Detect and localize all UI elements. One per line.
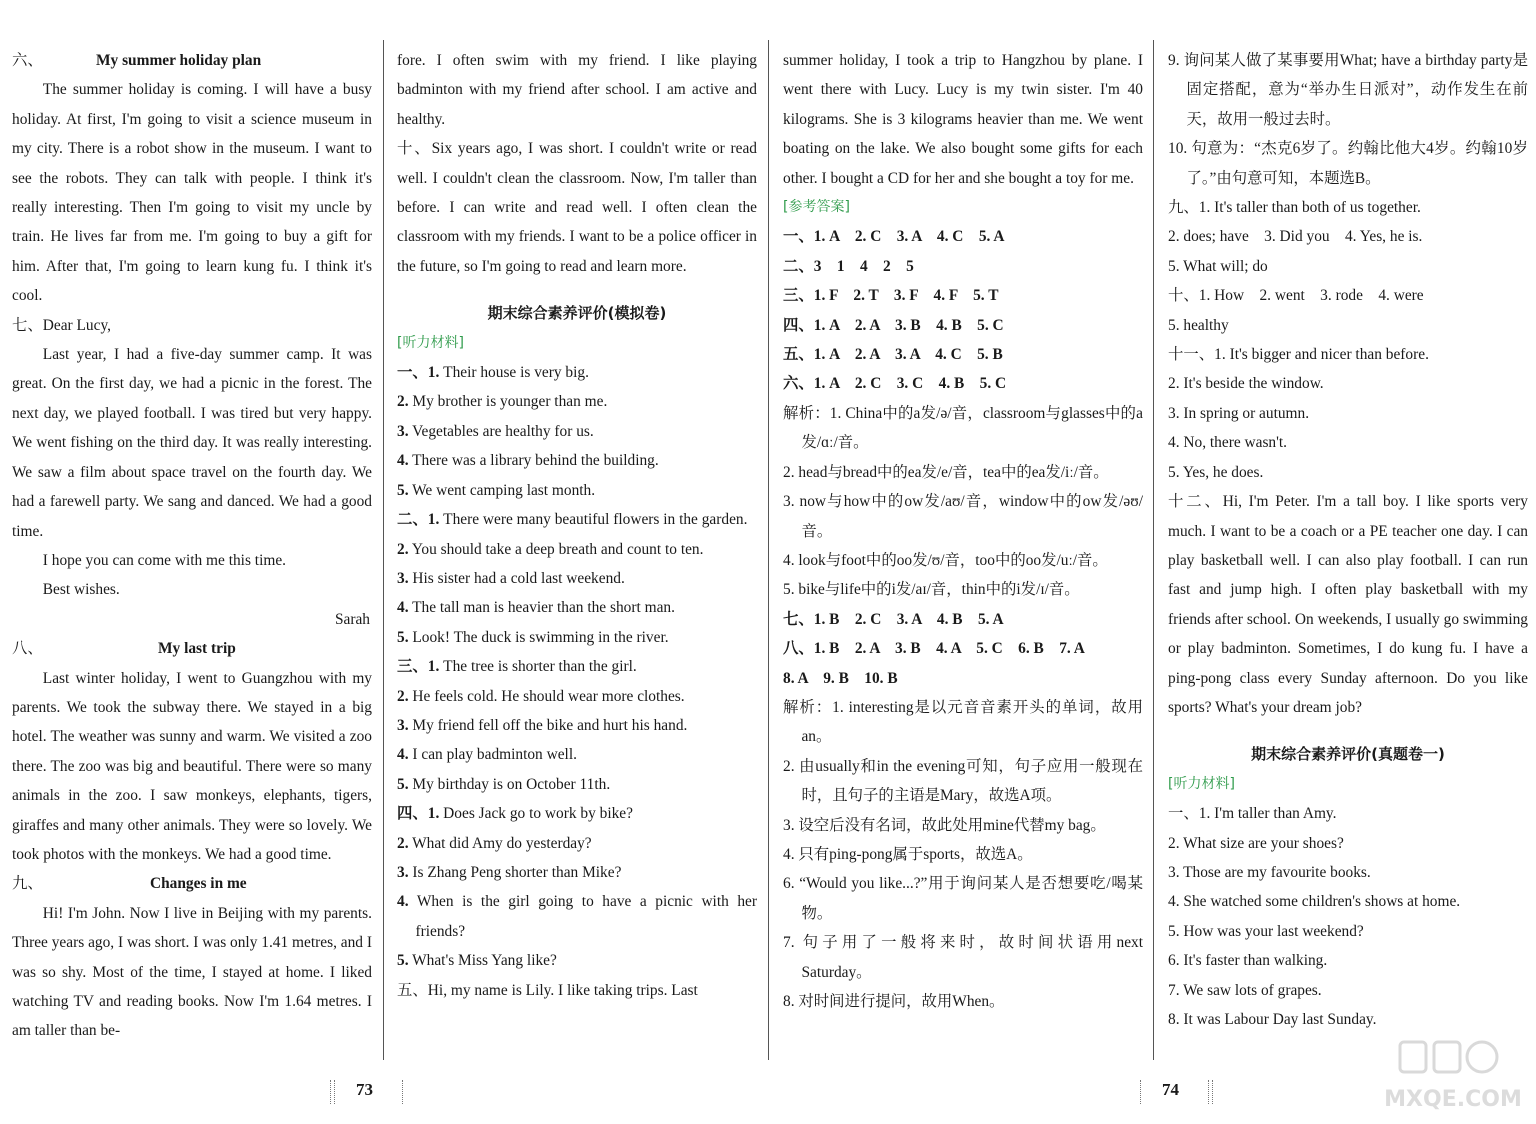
column-divider — [1153, 40, 1154, 1060]
answer-line: 八、1. B 2. A 3. B 4. A 5. C 6. B 7. A — [783, 640, 1085, 658]
page-number-left: 73 — [356, 1080, 373, 1099]
explanation-line: 解析：1. China中的a发/ə/音，classroom与glasses中的a发/ɑː/音。 — [783, 404, 1143, 452]
column-4 — [1168, 46, 1528, 1034]
explanation-line: 10. 句意为：“杰克6岁了。约翰比他大4岁。约翰10岁了。”由句意可知，本题选B。 — [1168, 140, 1528, 187]
section-9-body: Hi! I'm John. Now I live in Beijing with my parents. Three years ago, I was short. I was only 1.41 metres, and I was so shy. Most of the time, I stayed at home. I liked watching TV and reading books. Now I'm 1.64 metres. I am taller than be- — [12, 904, 372, 1040]
page-gutter — [768, 40, 769, 1060]
page-mark-left — [330, 1080, 335, 1104]
section-7-hope: I hope you can come with me this time. — [42, 551, 286, 569]
list-item: 二、1. There were many beautiful flowers in the garden. — [397, 511, 748, 529]
section-8-body: Last winter holiday, I went to Guangzhou with my parents. We took the subway there. We stayed in a big hotel. The weather was sunny and warm. We visited a zoo there. The zoo was big and beautiful. There were so many animals in the zoo. I saw monkeys, elephants, tigers, giraffes and many other animals. They were so lovely. We took photos with the monkeys. We had a good time. — [12, 669, 372, 863]
list-item: 一、1. Their house is very big. — [397, 364, 589, 382]
listening-material-tag: [听力材料] — [397, 334, 464, 351]
list-item: 8. It was Labour Day last Sunday. — [1168, 1011, 1377, 1028]
answer-line: 四、1. A 2. A 3. B 4. B 5. C — [783, 316, 1004, 334]
list-item: 5. Look! The duck is swimming in the river. — [397, 628, 669, 646]
section-9-title: 九、 Changes in me — [12, 875, 247, 893]
list-item: 2. You should take a deep breath and count to ten. — [397, 540, 704, 558]
answer-line: 4. No, there wasn't. — [1168, 434, 1288, 452]
list-item: 一、1. I'm taller than Amy. — [1168, 805, 1337, 823]
explanation-line: 3. now与how中的ow发/aʊ/音，window中的ow发/əʊ/音。 — [783, 493, 1143, 540]
answer-line: 九、1. It's taller than both of us together. — [1168, 199, 1421, 217]
list-item: 6. It's faster than walking. — [1168, 952, 1328, 970]
section-6-title: 六、 My summer holiday plan — [12, 52, 262, 69]
answer-line: 五、1. A 2. A 3. A 4. C 5. B — [783, 346, 1003, 364]
page-mark-right-end — [1208, 1080, 1213, 1104]
watermark-text: MXQE.COM — [1384, 1087, 1522, 1112]
answer-line: 5. What will; do — [1168, 257, 1268, 275]
list-item: 4. She watched some children's shows at home. — [1168, 893, 1461, 911]
answer-line: 七、1. B 2. C 3. A 4. B 5. A — [783, 610, 1004, 628]
explanation-line: 6. “Would you like...?”用于询问某人是否想要吃/喝某物。 — [783, 875, 1143, 922]
section-7-wishes: Best wishes. — [42, 581, 120, 599]
list-item: 7. We saw lots of grapes. — [1168, 981, 1322, 999]
answer-line: 六、1. A 2. C 3. C 4. B 5. C — [783, 375, 1007, 393]
list-item: 2. What size are your shoes? — [1168, 834, 1344, 852]
list-item: 2. What did Amy do yesterday? — [397, 834, 592, 852]
explanation-line: 4. look与foot中的oo发/ʊ/音，too中的oo发/uː/音。 — [783, 551, 1108, 569]
exam-title-real: 期末综合素养评价(真题卷一) — [1251, 745, 1445, 764]
answer-line: 2. does; have 3. Did you 4. Yes, he is. — [1168, 228, 1423, 246]
section-12-body: 十二、Hi, I'm Peter. I'm a tall boy. I like sports very much. I want to be a coach or a PE teacher one day. I can play basketball well. I can also play football. I can run fast and jump high. I often play basketball with my friends after school. On weekends, I usually go swimming or play badminton. Sometimes, I do kung fu. I have a ping-pong class every Sunday afternoon. Do you like sports? What's your dream job? — [1168, 493, 1528, 716]
listening-material-tag: [听力材料] — [1168, 775, 1235, 792]
explanation-line: 2. 由usually和in the evening可知，句子应用一般现在时，且句子的主语是Mary，故选A项。 — [783, 757, 1143, 805]
explanation-line: 8. 对时间进行提问，故用When。 — [783, 993, 1005, 1010]
explanation-line: 5. bike与life中的i发/aɪ/音，thin中的i发/ɪ/音。 — [783, 581, 1080, 599]
list-item: 3. His sister had a cold last weekend. — [397, 569, 625, 587]
list-item: 5. We went camping last month. — [397, 481, 596, 499]
section-7-head: 七、Dear Lucy, — [12, 316, 112, 334]
explanation-line: 7. 句子用了一般将来时，故时间状语用next Saturday。 — [783, 934, 1143, 981]
answer-key-tag: [参考答案] — [783, 199, 850, 216]
explanation-line: 9. 询问某人做了某事要用What; have a birthday party是固定搭配，意为“举办生日派对”，动作发生在前天，故用一般过去时。 — [1168, 52, 1528, 128]
section-10-body: 十、Six years ago, I was short. I couldn't write or read well. I couldn't clean the classroom. Now, I'm taller than before. I can write and read well. I often clean the classroom with my friends. I want to be a police officer in the future, so I'm going to read and learn more. — [397, 140, 757, 275]
section-9-continued: fore. I often swim with my friend. I like playing badminton with my friend after school. I am active and healthy. — [397, 52, 757, 128]
list-item: 4. The tall man is heavier than the short man. — [397, 599, 675, 617]
watermark-logo — [1378, 1038, 1528, 1118]
answer-line: 三、1. F 2. T 3. F 4. F 5. T — [783, 287, 999, 305]
answer-line: 二、3 1 4 2 5 — [783, 257, 914, 275]
answer-line: 3. In spring or autumn. — [1168, 404, 1310, 422]
column-2 — [397, 46, 757, 1005]
page-mark-right — [1140, 1080, 1144, 1104]
answer-line: 5. Yes, he does. — [1168, 463, 1264, 481]
list-item: 3. Vegetables are healthy for us. — [397, 422, 594, 440]
section-5-continued: summer holiday, I took a trip to Hangzhou by plane. I went there with Lucy. Lucy is my twin sister. I'm 40 kilograms. She is 3 kilograms heavier than me. We went boating on the lake. We also bought some gifts for each other. I bought a CD for her and she bought a toy for me. — [783, 52, 1143, 187]
section-7-body: Last year, I had a five-day summer camp. It was great. On the first day, we had a picnic in the forest. The next day, we played football. I was tired but very happy. We went fishing on the third day. It was really interesting. We saw a film about space travel on the fourth day. We had a farewell party. We sang and danced. We had a good time. — [12, 346, 372, 540]
answer-line: 8. A 9. B 10. B — [783, 669, 898, 687]
list-item: 4. I can play badminton well. — [397, 746, 577, 764]
list-item: 3. Is Zhang Peng shorter than Mike? — [397, 863, 622, 881]
section-8-title: 八、 My last trip — [12, 640, 236, 658]
list-item: 5. What's Miss Yang like? — [397, 952, 557, 970]
column-divider — [383, 40, 384, 1060]
page-number-right: 74 — [1162, 1080, 1179, 1099]
list-item: 五、Hi, my name is Lily. I like taking trips. Last — [397, 981, 698, 999]
page-mark-left-end — [402, 1080, 406, 1104]
answer-line: 一、1. A 2. C 3. A 4. C 5. A — [783, 228, 1005, 246]
list-item: 4. When is the girl going to have a picnic with her friends? — [397, 893, 757, 940]
column-1 — [12, 46, 372, 1046]
explanation-line: 2. head与bread中的ea发/e/音，tea中的ea发/iː/音。 — [783, 463, 1109, 481]
list-item: 三、1. The tree is shorter than the girl. — [397, 658, 637, 676]
answer-line: 十一、1. It's bigger and nicer than before. — [1168, 346, 1429, 364]
list-item: 3. My friend fell off the bike and hurt his hand. — [397, 716, 688, 734]
answer-line: 5. healthy — [1168, 316, 1229, 334]
answer-line: 十、1. How 2. went 3. rode 4. were — [1168, 287, 1424, 305]
list-item: 4. There was a library behind the building. — [397, 452, 659, 470]
list-item: 3. Those are my favourite books. — [1168, 863, 1371, 881]
list-item: 2. My brother is younger than me. — [397, 393, 608, 411]
section-6-body: The summer holiday is coming. I will have a busy holiday. At first, I'm going to visit a science museum in my city. There is a robot show in the museum. I want to see the robots. They can talk with people. I think it's really interesting. Then I'm going to visit my uncle by train. He lives far from me. I'm going to buy a gift for him. After that, I'm going to learn kung fu. I think it's cool. — [12, 81, 372, 305]
list-item: 5. My birthday is on October 11th. — [397, 775, 611, 793]
list-item: 5. How was your last weekend? — [1168, 922, 1364, 940]
column-3 — [783, 46, 1143, 1016]
exam-title-mock: 期末综合素养评价(模拟卷) — [487, 304, 667, 323]
listening-lines — [397, 358, 757, 1005]
section-7-signature: Sarah — [334, 610, 370, 628]
answer-line: 2. It's beside the window. — [1168, 375, 1324, 393]
explanation-line: 4. 只有ping-pong属于sports，故选A。 — [783, 845, 1033, 863]
explanation-line: 3. 设空后没有名词，故此处用mine代替my bag。 — [783, 816, 1106, 834]
list-item: 2. He feels cold. He should wear more clothes. — [397, 687, 685, 705]
explanation-line: 解析：1. interesting是以元音音素开头的单词，故用an。 — [783, 698, 1143, 746]
list-item: 四、1. Does Jack go to work by bike? — [397, 805, 633, 823]
